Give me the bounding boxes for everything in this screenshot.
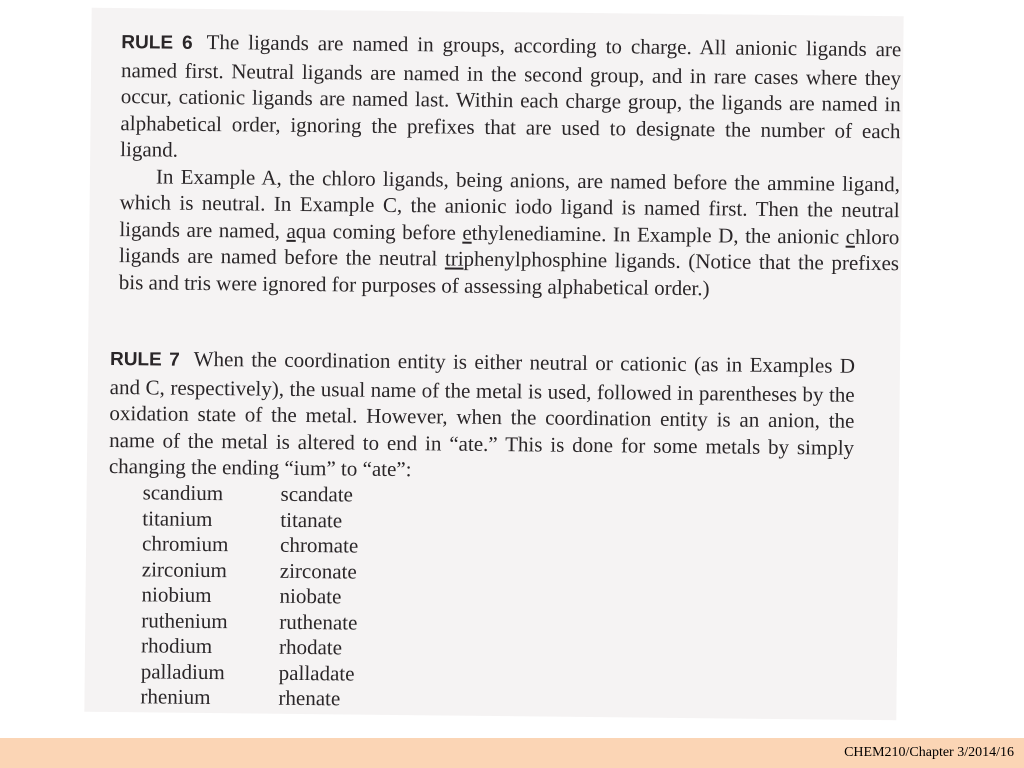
metal-name: ruthenium: [141, 607, 228, 633]
rule-6-underline-a: a: [286, 218, 296, 243]
metal-name: titanium: [142, 505, 213, 531]
ate-name: rhenate: [278, 685, 341, 711]
rule-6-paragraph-2-part-5: phenylphosphine ligands. (Notice that the prefixes bis and tris were ignored for purposes of assessing alphabetical order.): [118, 246, 900, 300]
rule-7-section: [109, 345, 855, 487]
metal-row: [142, 506, 420, 534]
metal-name: rhenium: [140, 684, 211, 710]
rule-6-paragraph-2-part-4: hloro ligands are named before the neutral: [118, 224, 900, 271]
scanned-page: [84, 8, 903, 720]
footer-bar: [0, 738, 1024, 768]
rule-7-paragraph: When the coordination entity is either neutral or cationic (as in Examples D and C, respectively), the usual name of the metal is used, followed in parentheses by the oxidation state of the metal. However, when the coordination entity is an anion, the name of the metal is altered to end in “ate.” This is done for some metals by simply changing the ending “ium” to “ate”:: [108, 346, 856, 482]
rule-7-label: RULE 7: [109, 348, 180, 371]
rule-6-section: [119, 28, 902, 303]
metal-name: niobium: [141, 582, 212, 608]
rule-6-underline-e: e: [462, 220, 472, 245]
metal-row: [141, 633, 419, 661]
rule-6-paragraph-1: The ligands are named in groups, according to charge. All anionic ligands are named first. Neutral ligands are named in the second group, and in rare cases where they occur, cationic ligands are named last. Within each charge group, the ligands are named in alphabetical order, ignoring the prefixes that are used to designate the number of each ligand.: [120, 29, 902, 162]
rule-6-underline-c: c: [845, 224, 856, 249]
rule-6-label: RULE 6: [121, 32, 193, 54]
metal-row: [142, 531, 420, 559]
metal-name: scandium: [142, 480, 224, 506]
ate-name: chromate: [279, 532, 359, 558]
rule-6-paragraph-2-part-1: In Example A, the chloro ligands, being anions, are named before the ammine ligand, which is neutral. In Example C, the anionic iodo ligand is named first. Then the neutral ligands are named,: [119, 163, 901, 243]
metal-name: palladium: [140, 658, 225, 684]
ate-name: niobate: [279, 583, 342, 609]
footer-text: CHEM210/Chapter 3/2014/16: [844, 745, 1014, 760]
rule-6-paragraph-2-part-3: thylenediamine. In Example D, the anionic: [471, 220, 846, 249]
metal-name: rhodium: [140, 633, 213, 659]
metal-name: zirconium: [141, 556, 228, 582]
ate-name: scandate: [280, 481, 354, 507]
metal-row: [142, 557, 420, 585]
ate-name: palladate: [278, 660, 355, 686]
rule-6-underline-tri: tri: [444, 246, 464, 271]
metal-row: [140, 684, 418, 712]
metal-row: [141, 582, 419, 610]
ate-name: ruthenate: [279, 609, 358, 635]
metal-row: [141, 659, 419, 687]
metal-row: [142, 480, 420, 508]
metal-name: chromium: [141, 531, 229, 557]
ate-name: rhodate: [278, 634, 343, 660]
metal-row: [141, 608, 419, 636]
rule-6-paragraph-2-part-2: qua coming before: [295, 218, 463, 245]
ate-name: titanate: [280, 507, 343, 532]
ate-name: zirconate: [279, 558, 357, 584]
metal-name-table: [140, 480, 420, 712]
